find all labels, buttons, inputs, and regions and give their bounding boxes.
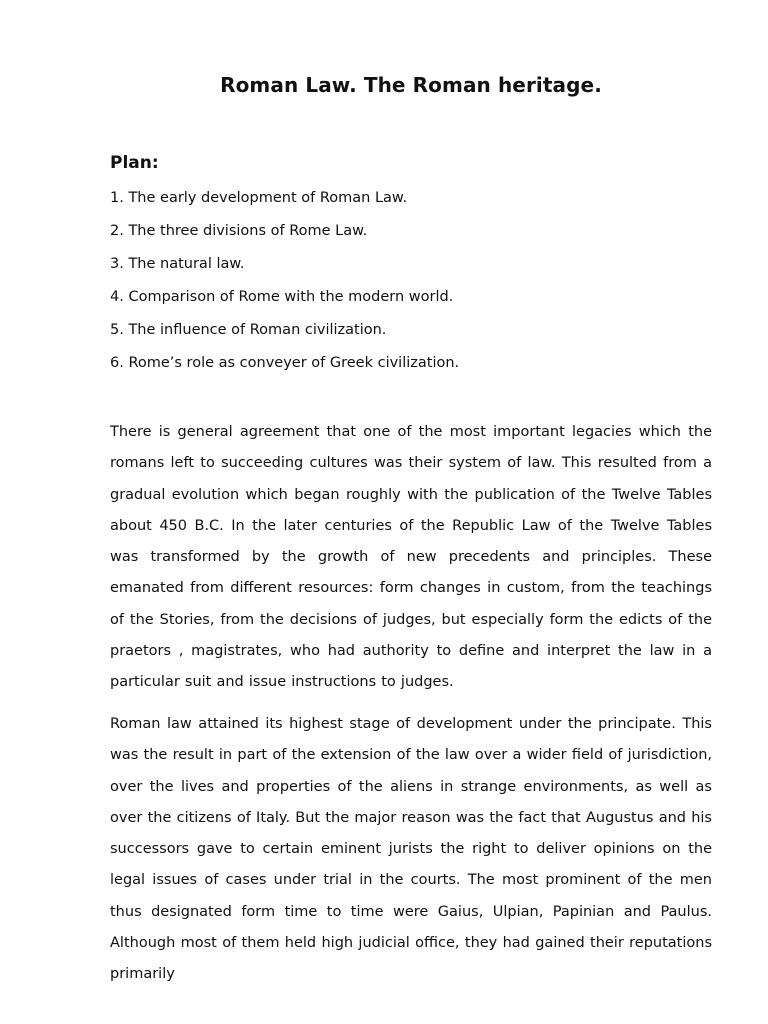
- plan-item: 1. The early development of Roman Law.: [110, 190, 408, 206]
- plan-item: 3. The natural law.: [110, 256, 245, 272]
- plan-item: 4. Comparison of Rome with the modern world.: [110, 289, 454, 305]
- body-paragraph: Roman law attained its highest stage of development under the principate. This was the result in part of the extension of the law over a wider field of jurisdiction, over the lives and properties of the aliens in strange environments, as well as over the citizens of Italy. But the major reason was the fact that Augustus and his successors gave to certain eminent jurists the right to deliver opinions on the legal issues of cases under trial in the courts. The most prominent of the men thus designated form time to time were Gaius, Ulpian, Papinian and Paulus. Although most of them held high judicial office, they had gained their reputations primarily: [110, 716, 712, 983]
- plan-item: 6. Rome’s role as conveyer of Greek civilization.: [110, 355, 460, 371]
- plan-heading: Plan:: [110, 153, 159, 173]
- document-title: Roman Law. The Roman heritage.: [220, 73, 602, 97]
- body-paragraph: There is general agreement that one of the most important legacies which the romans left to succeeding cultures was their system of law. This resulted from a gradual evolution which began roughly with the publication of the Twelve Tables about 450 B.C. In the later centuries of the Republic Law of the Twelve Tables was transformed by the growth of new precedents and principles. These emanated from different resources: form changes in custom, from the teachings of the Stories, from the decisions of judges, but especially form the edicts of the praetors , magistrates, who had authority to define and interpret the law in a particular suit and issue instructions to judges.: [110, 424, 712, 691]
- plan-item: 5. The influence of Roman civilization.: [110, 322, 387, 338]
- plan-list: [110, 188, 459, 386]
- plan-item: 2. The three divisions of Rome Law.: [110, 223, 368, 239]
